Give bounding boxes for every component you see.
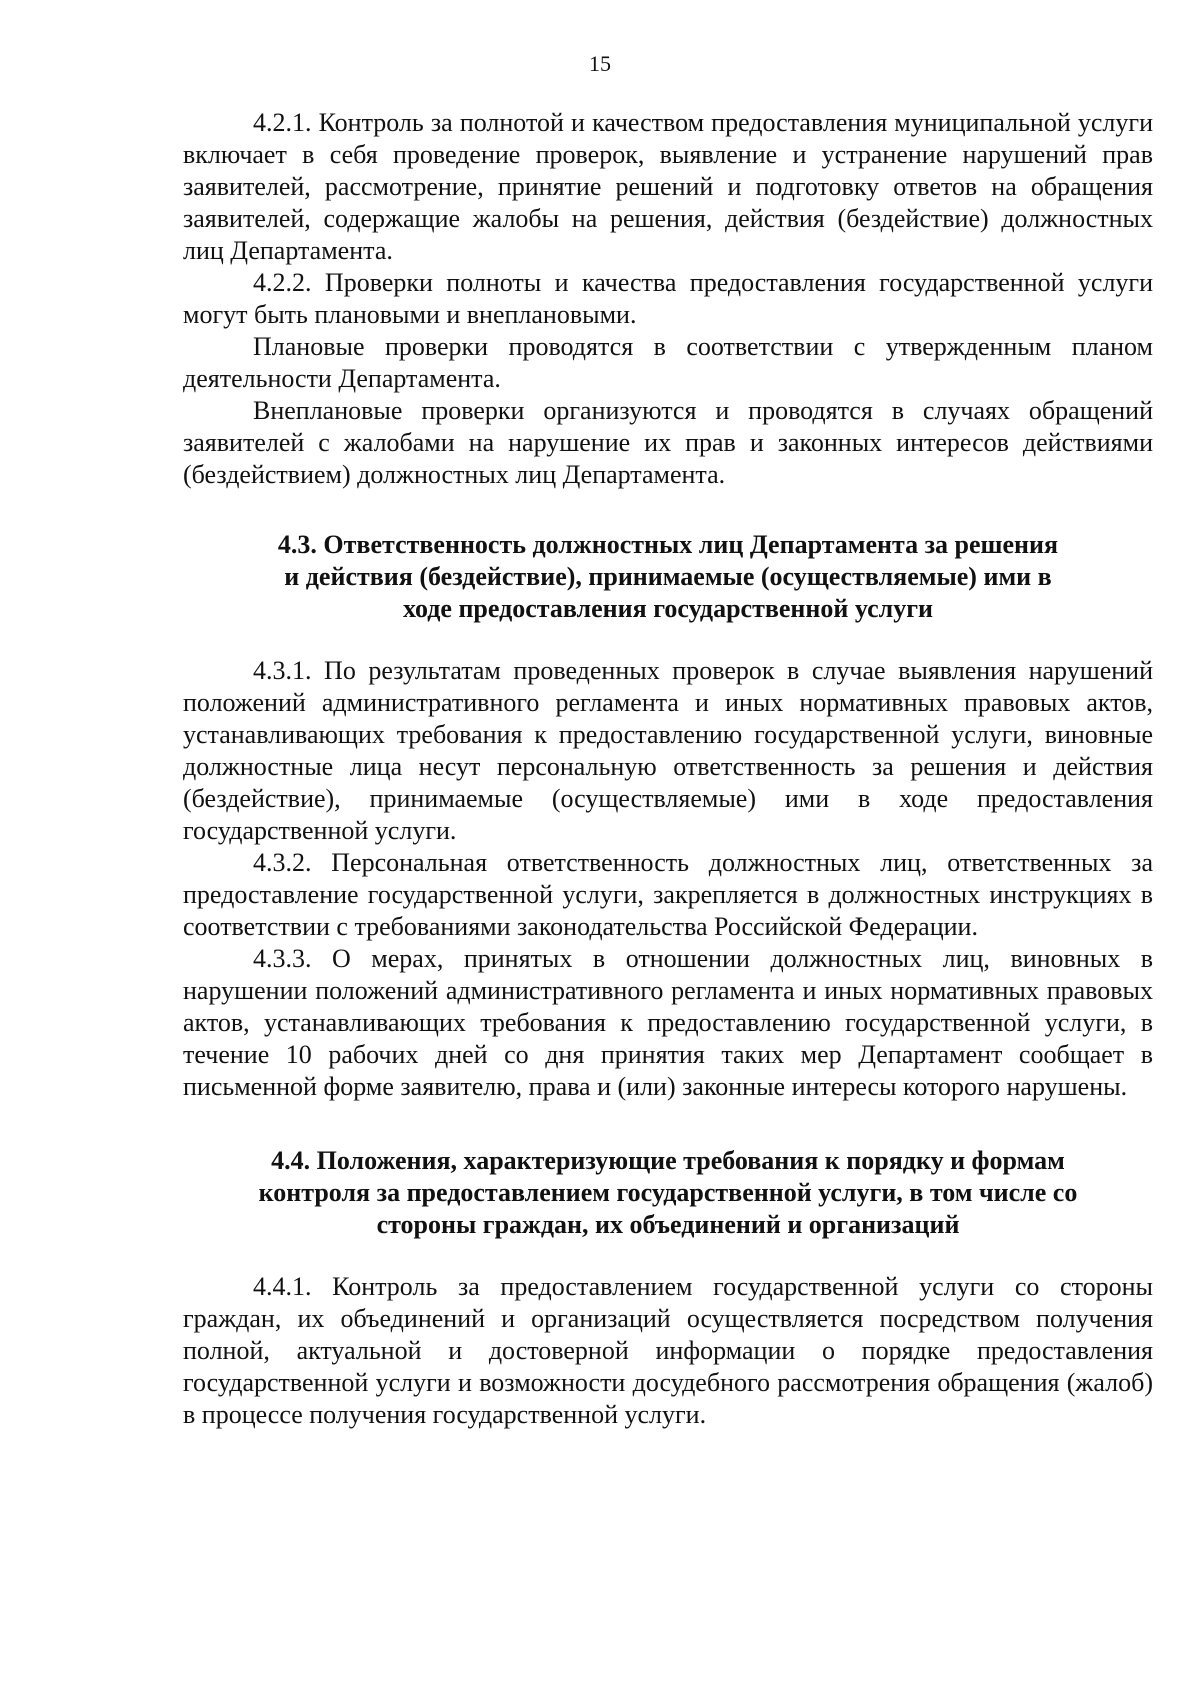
heading-line: контроля за предоставлением государственной услуги, в том числе со <box>258 1178 1078 1207</box>
heading-line: стороны граждан, их объединений и организаций <box>376 1210 960 1239</box>
page-number: 15 <box>589 51 611 76</box>
paragraph-4-3-2: 4.3.2. Персональная ответственность должностных лиц, ответственных за предоставление государственной услуги, закрепляется в должностных инструкциях в соответствии с требованиями законодательства Российской Федерации. <box>183 848 1153 941</box>
paragraph-4-4-1: 4.4.1. Контроль за предоставлением государственной услуги со стороны граждан, их объединений и организаций осуществляется посредством получения полной, актуальной и достоверной информации о порядке предоставления государственной услуги и возможности досудебного рассмотрения обращения (жалоб) в процессе получения государственной услуги. <box>183 1272 1153 1429</box>
paragraph-4-2-2: 4.2.2. Проверки полноты и качества предоставления государственной услуги могут быть плановыми и внеплановыми. <box>183 268 1153 329</box>
section-heading-4-3 <box>183 529 1153 625</box>
paragraph-4-3-1: 4.3.1. По результатам проведенных проверок в случае выявления нарушений положений административного регламента и иных нормативных правовых актов, устанавливающих требования к предоставлению государственной услуги, виновные должностные лица несут персональную ответственность за решения и действия (бездействие), принимаемые (осуществляемые) ими в ходе предоставления государственной услуги. <box>183 656 1153 845</box>
paragraph-4-3-3: 4.3.3. О мерах, принятых в отношении должностных лиц, виновных в нарушении положений административного регламента и иных нормативных правовых актов, устанавливающих требования к предоставлению государственной услуги, в течение 10 рабочих дней со дня принятия таких мер Департамент сообщает в письменной форме заявителю, права и (или) законные интересы которого нарушены. <box>183 944 1153 1101</box>
section-heading-4-4 <box>183 1145 1153 1241</box>
heading-line: 4.4. Положения, характеризующие требования к порядку и формам <box>271 1146 1065 1175</box>
heading-line: ходе предоставления государственной услуги <box>402 594 933 623</box>
paragraph-planned-checks: Плановые проверки проводятся в соответствии с утвержденным планом деятельности Департамента. <box>183 332 1153 393</box>
heading-line: и действия (бездействие), принимаемые (осуществляемые) ими в <box>284 562 1052 591</box>
heading-line: 4.3. Ответственность должностных лиц Департамента за решения <box>277 530 1059 559</box>
paragraph-unplanned-checks: Внеплановые проверки организуются и проводятся в случаях обращений заявителей с жалобами на нарушение их прав и законных интересов действиями (бездействием) должностных лиц Департамента. <box>183 396 1153 489</box>
paragraph-4-2-1: 4.2.1. Контроль за полнотой и качеством предоставления муниципальной услуги включает в себя проведение проверок, выявление и устранение нарушений прав заявителей, рассмотрение, принятие решений и подготовку ответов на обращения заявителей, содержащие жалобы на решения, действия (бездействие) должностных лиц Департамента. <box>183 108 1153 265</box>
document-body <box>183 107 1153 1431</box>
